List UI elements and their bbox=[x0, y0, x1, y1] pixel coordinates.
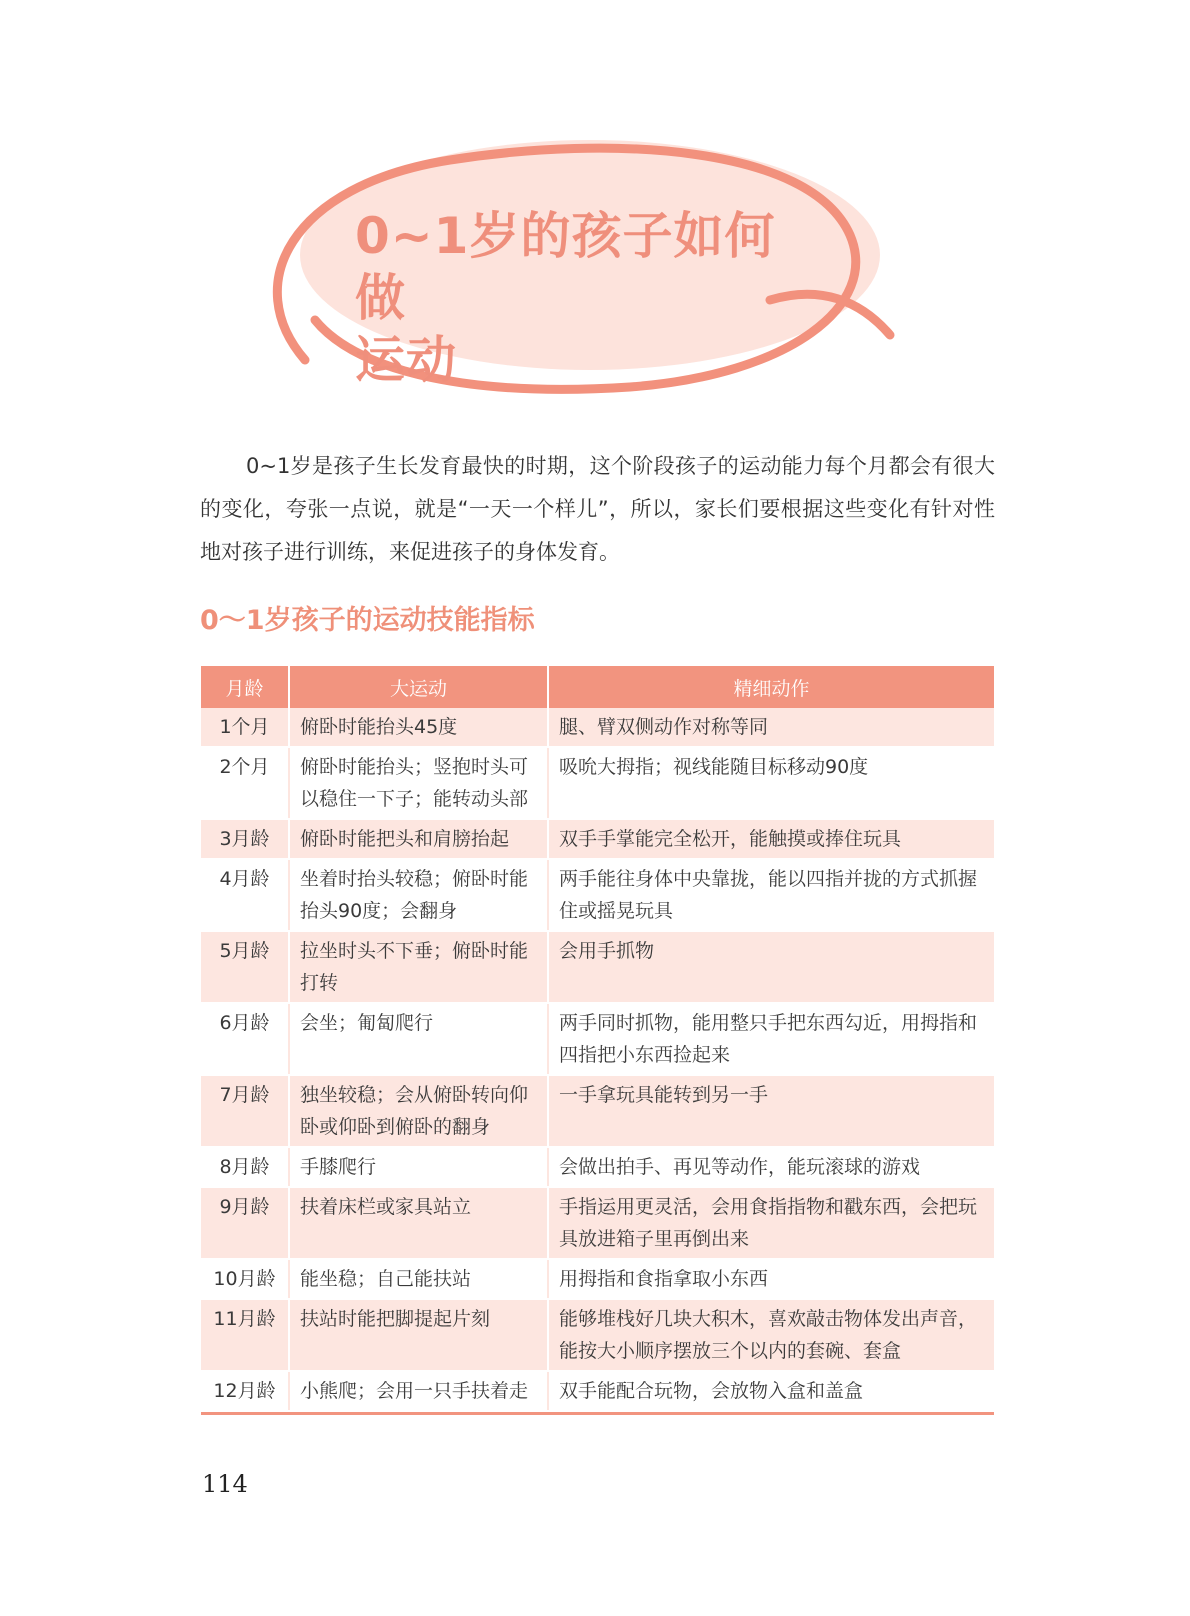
cell-gross-motor: 能坐稳；自己能扶站 bbox=[289, 1259, 548, 1299]
intro-paragraph: 0~1岁是孩子生长发育最快的时期，这个阶段孩子的运动能力每个月都会有很大的变化，夸张一点说，就是“一天一个样儿”，所以，家长们要根据这些变化有针对性地对孩子进行训练，来促进孩子的身体发育。 bbox=[200, 454, 995, 564]
table-row bbox=[201, 859, 994, 931]
cell-fine-motor: 双手能配合玩物，会放物入盒和盖盒 bbox=[548, 1371, 994, 1411]
cell-gross-motor: 手膝爬行 bbox=[289, 1147, 548, 1187]
cell-age: 7月龄 bbox=[201, 1075, 289, 1147]
cell-gross-motor: 小熊爬；会用一只手扶着走 bbox=[289, 1371, 548, 1411]
cell-age: 10月龄 bbox=[201, 1259, 289, 1299]
table-row bbox=[201, 819, 994, 859]
table-row bbox=[201, 1075, 994, 1147]
cell-fine-motor: 能够堆栈好几块大积木，喜欢敲击物体发出声音，能按大小顺序摆放三个以内的套碗、套盒 bbox=[548, 1299, 994, 1371]
table-row bbox=[201, 1187, 994, 1259]
cell-gross-motor: 俯卧时能把头和肩膀抬起 bbox=[289, 819, 548, 859]
table-row bbox=[201, 1259, 994, 1299]
cell-gross-motor: 扶着床栏或家具站立 bbox=[289, 1187, 548, 1259]
page-title bbox=[355, 205, 825, 391]
cell-gross-motor: 坐着时抬头较稳；俯卧时能抬头90度；会翻身 bbox=[289, 859, 548, 931]
cell-age: 6月龄 bbox=[201, 1003, 289, 1075]
cell-age: 1个月 bbox=[201, 708, 289, 747]
cell-gross-motor: 俯卧时能抬头45度 bbox=[289, 708, 548, 747]
cell-age: 12月龄 bbox=[201, 1371, 289, 1411]
table-row bbox=[201, 1371, 994, 1411]
cell-gross-motor: 会坐；匍匐爬行 bbox=[289, 1003, 548, 1075]
cell-age: 4月龄 bbox=[201, 859, 289, 931]
cell-fine-motor: 会用手抓物 bbox=[548, 931, 994, 1003]
header-fine-motor: 精细动作 bbox=[548, 666, 994, 708]
cell-gross-motor: 俯卧时能抬头；竖抱时头可以稳住一下子；能转动头部 bbox=[289, 747, 548, 819]
cell-fine-motor: 腿、臂双侧动作对称等同 bbox=[548, 708, 994, 747]
cell-fine-motor: 用拇指和食指拿取小东西 bbox=[548, 1259, 994, 1299]
cell-fine-motor: 双手手掌能完全松开，能触摸或捧住玩具 bbox=[548, 819, 994, 859]
cell-fine-motor: 两手能往身体中央靠拢，能以四指并拢的方式抓握住或摇晃玩具 bbox=[548, 859, 994, 931]
cell-age: 9月龄 bbox=[201, 1187, 289, 1259]
page-number: 114 bbox=[202, 1470, 248, 1498]
page-title-line-2: 运动 bbox=[355, 331, 457, 389]
cell-gross-motor: 独坐较稳；会从俯卧转向仰卧或仰卧到俯卧的翻身 bbox=[289, 1075, 548, 1147]
cell-fine-motor: 一手拿玩具能转到另一手 bbox=[548, 1075, 994, 1147]
section-title: 0～1岁孩子的运动技能指标 bbox=[200, 605, 535, 636]
page-title-line-1: 0~1岁的孩子如何做 bbox=[355, 207, 776, 327]
table-row bbox=[201, 1147, 994, 1187]
table-row bbox=[201, 1299, 994, 1371]
cell-age: 2个月 bbox=[201, 747, 289, 819]
cell-fine-motor: 会做出拍手、再见等动作，能玩滚球的游戏 bbox=[548, 1147, 994, 1187]
table-row bbox=[201, 931, 994, 1003]
table-bottom-rule bbox=[201, 1412, 994, 1415]
cell-fine-motor: 手指运用更灵活，会用食指指物和戳东西，会把玩具放进箱子里再倒出来 bbox=[548, 1187, 994, 1259]
cell-fine-motor: 两手同时抓物，能用整只手把东西勾近，用拇指和四指把小东西捡起来 bbox=[548, 1003, 994, 1075]
cell-fine-motor: 吸吮大拇指；视线能随目标移动90度 bbox=[548, 747, 994, 819]
cell-age: 3月龄 bbox=[201, 819, 289, 859]
motor-skills-table bbox=[201, 666, 994, 1412]
cell-gross-motor: 拉坐时头不下垂；俯卧时能打转 bbox=[289, 931, 548, 1003]
cell-age: 5月龄 bbox=[201, 931, 289, 1003]
table-row bbox=[201, 747, 994, 819]
cell-age: 11月龄 bbox=[201, 1299, 289, 1371]
header-gross-motor: 大运动 bbox=[289, 666, 548, 708]
header-age: 月龄 bbox=[201, 666, 289, 708]
table-header-row bbox=[201, 666, 994, 708]
cell-gross-motor: 扶站时能把脚提起片刻 bbox=[289, 1299, 548, 1371]
table-row bbox=[201, 708, 994, 747]
cell-age: 8月龄 bbox=[201, 1147, 289, 1187]
table-row bbox=[201, 1003, 994, 1075]
